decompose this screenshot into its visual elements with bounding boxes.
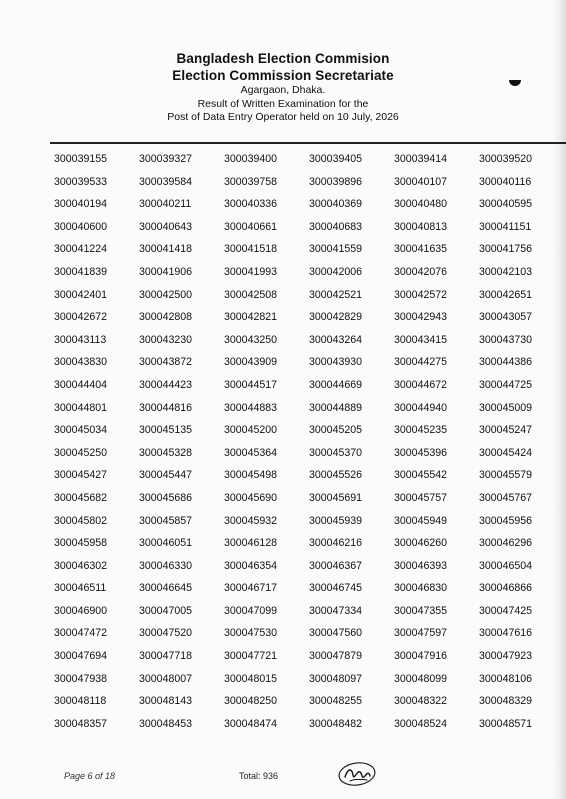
roll-number-cell: 300048118: [54, 695, 107, 708]
roll-number-cell: 300040595: [479, 198, 533, 211]
roll-number-cell: 300042401: [54, 288, 108, 301]
roll-number-cell: 300043057: [479, 311, 533, 324]
roll-number-cell: 300045427: [54, 469, 108, 482]
roll-number-cell: 300045802: [54, 514, 108, 527]
address-line: Agargaon, Dhaka.: [240, 84, 326, 96]
roll-number-cell: 300044275: [394, 356, 448, 369]
roll-number-cell: 300040369: [309, 198, 363, 211]
roll-number-cell: 300047694: [54, 650, 108, 663]
roll-number-cell: 300045542: [394, 469, 448, 482]
roll-number-cell: 300046354: [224, 559, 278, 572]
roll-number-cell: 300044889: [309, 401, 363, 414]
roll-number-cell: 300046367: [309, 559, 363, 572]
roll-number-cell: 300046866: [479, 582, 533, 595]
roll-number-cell: 300047923: [479, 650, 533, 663]
roll-number-cell: 300046128: [224, 537, 278, 550]
roll-number-cell: 300044517: [224, 378, 278, 391]
roll-number-cell: 300046051: [139, 537, 193, 550]
roll-number-cell: 300045200: [224, 424, 278, 437]
roll-number-cell: 300041906: [139, 265, 193, 278]
roll-number-cell: 300043250: [224, 333, 278, 346]
roll-number-cell: 300046900: [54, 604, 108, 617]
roll-number-cell: 300046330: [139, 559, 193, 572]
roll-number-cell: 300046717: [224, 582, 278, 595]
roll-number-cell: 300046302: [54, 559, 108, 572]
roll-number-cell: 300040643: [139, 220, 193, 233]
roll-number-cell: 300045009: [479, 401, 533, 414]
roll-number-cell: 300042572: [394, 288, 448, 301]
roll-number-cell: 300042006: [309, 265, 363, 278]
roll-number-cell: 300042500: [139, 288, 193, 301]
roll-number-cell: 300041559: [309, 243, 363, 256]
roll-number-cell: 300047520: [139, 627, 193, 640]
roll-number-cell: 300046216: [309, 537, 363, 550]
roll-number-cell: 300042508: [224, 288, 278, 301]
signature-mark: [336, 760, 378, 788]
roll-number-cell: 300044801: [54, 401, 108, 414]
roll-number-cell: 300043415: [394, 333, 448, 346]
roll-number-cell: 300048357: [54, 717, 108, 730]
roll-number-cell: 300047721: [224, 650, 278, 663]
roll-number-cell: 300042076: [394, 265, 448, 278]
roll-number-cell: 300048007: [139, 672, 193, 685]
roll-number-cell: 300044725: [479, 378, 533, 391]
total-count: Total: 936: [239, 771, 279, 781]
roll-number-cell: 300048482: [309, 717, 363, 730]
roll-number-cell: 300042651: [479, 288, 533, 301]
roll-number-cell: 300040336: [224, 198, 278, 211]
roll-number-cell: 300042103: [479, 265, 533, 278]
roll-number-cell: 300048322: [394, 695, 448, 708]
roll-number-cell: 300045958: [54, 537, 108, 550]
roll-number-cell: 300041756: [479, 243, 533, 256]
roll-number-cell: 300041151: [479, 220, 532, 233]
roll-number-cell: 300040480: [394, 198, 448, 211]
roll-number-cell: 300044423: [139, 378, 193, 391]
roll-number-cell: 300048097: [309, 672, 363, 685]
roll-number-cell: 300048015: [224, 672, 278, 685]
roll-number-cell: 300045364: [224, 446, 278, 459]
roll-number-cell: 300045691: [309, 491, 363, 504]
roll-number-cell: 300041635: [394, 243, 448, 256]
roll-number-cell: 300045682: [54, 491, 108, 504]
commission-title: Bangladesh Election Commision: [176, 51, 390, 66]
roll-number-cell: 300048571: [479, 717, 533, 730]
roll-number-cell: 300039400: [224, 153, 278, 165]
roll-number-cell: 300043113: [54, 333, 107, 346]
roll-number-cell: 300048143: [139, 695, 193, 708]
roll-number-cell: 300045767: [479, 491, 533, 504]
roll-number-cell: 300044816: [139, 401, 193, 414]
roll-number-cell: 300045757: [394, 491, 448, 504]
roll-number-cell: 300043930: [309, 356, 363, 369]
roll-number-cell: 300045235: [394, 424, 448, 437]
roll-number-cell: 300040194: [54, 198, 108, 211]
roll-number-cell: 300039405: [309, 153, 363, 165]
roll-number-cell: 300039896: [309, 175, 363, 188]
roll-number-cell: 300047718: [139, 650, 193, 663]
roll-number-cell: 300045328: [139, 446, 193, 459]
roll-number-cell: 300046296: [479, 537, 533, 550]
roll-number-cell: 300047005: [139, 604, 193, 617]
roll-number-cell: 300045686: [139, 491, 193, 504]
roll-number-cell: 300044404: [54, 378, 108, 391]
roll-number-cell: 300039327: [139, 153, 193, 165]
roll-number-cell: 300041518: [224, 243, 278, 256]
roll-number-cell: 300045370: [309, 446, 363, 459]
roll-number-cell: 300045424: [479, 446, 533, 459]
roll-number-cell: 300048250: [224, 695, 278, 708]
roll-number-cell: 300042808: [139, 311, 193, 324]
roll-number-cell: 300045579: [479, 469, 533, 482]
roll-number-cell: 300045205: [309, 424, 363, 437]
roll-number-cell: 300041993: [224, 265, 278, 278]
header-divider: [50, 142, 566, 144]
roll-number-cell: 300046504: [479, 559, 533, 572]
roll-number-cell: 300048106: [479, 672, 533, 685]
roll-number-cell: 300045498: [224, 469, 278, 482]
roll-number-cell: 300044940: [394, 401, 448, 414]
roll-number-cell: 300045857: [139, 514, 193, 527]
roll-number-cell: 300045526: [309, 469, 363, 482]
roll-number-cell: 300047472: [54, 627, 108, 640]
roll-number-cell: 300039584: [139, 175, 193, 188]
roll-number-cell: 300039533: [54, 175, 108, 188]
roll-number-cell: 300040116: [479, 175, 532, 188]
roll-number-cell: 300046745: [309, 582, 363, 595]
secretariate-title: Election Commission Secretariate: [172, 68, 394, 83]
roll-number-cell: 300045939: [309, 514, 363, 527]
roll-number-cell: 300048524: [394, 717, 448, 730]
roll-number-cell: 300047334: [309, 604, 363, 617]
roll-number-cell: 300043230: [139, 333, 193, 346]
roll-number-cell: 300045396: [394, 446, 448, 459]
roll-number-cell: 300045247: [479, 424, 533, 437]
roll-number-cell: 300045135: [139, 424, 193, 437]
roll-number-cell: 300044386: [479, 356, 533, 369]
roll-number-table: [50, 148, 560, 735]
roll-number-cell: 300045956: [479, 514, 533, 527]
roll-number-cell: 300045690: [224, 491, 278, 504]
roll-number-cell: 300048474: [224, 717, 278, 730]
roll-number-cell: 300048329: [479, 695, 533, 708]
roll-number-cell: 300042829: [309, 311, 363, 324]
roll-number-cell: 300046645: [139, 582, 193, 595]
post-line: Post of Data Entry Operator held on 10 July, 2026: [167, 111, 399, 123]
roll-number-cell: 300046393: [394, 559, 448, 572]
roll-number-cell: 300042943: [394, 311, 448, 324]
roll-number-cell: 300041418: [139, 243, 193, 256]
roll-number-cell: 300047560: [309, 627, 363, 640]
roll-number-cell: 300046511: [54, 582, 107, 595]
roll-number-cell: 300040661: [224, 220, 278, 233]
roll-number-cell: 300040813: [394, 220, 448, 233]
roll-number-cell: 300041224: [54, 243, 108, 256]
roll-number-cell: 300039758: [224, 175, 278, 188]
roll-number-cell: 300045447: [139, 469, 193, 482]
roll-number-cell: 300043730: [479, 333, 533, 346]
result-line: Result of Written Examination for the: [197, 97, 369, 110]
roll-number-cell: 300044672: [394, 378, 448, 391]
roll-number-cell: 300042672: [54, 311, 108, 324]
roll-number-cell: 300042821: [224, 311, 278, 324]
roll-number-cell: 300047425: [479, 604, 533, 617]
roll-number-cell: 300047879: [309, 650, 363, 663]
roll-number-cell: 300039155: [54, 153, 108, 165]
roll-number-cell: 300046830: [394, 582, 448, 595]
roll-number-cell: 300045949: [394, 514, 448, 527]
roll-number-cell: 300045932: [224, 514, 278, 527]
page-number: Page 6 of 18: [64, 771, 116, 781]
roll-number-cell: 300048099: [394, 672, 448, 685]
roll-number-cell: 300047597: [394, 627, 448, 640]
roll-number-cell: 300043909: [224, 356, 278, 369]
roll-number-cell: 300047355: [394, 604, 448, 617]
roll-number-cell: 300043264: [309, 333, 363, 346]
roll-number-cell: 300040600: [54, 220, 108, 233]
roll-number-cell: 300040211: [139, 198, 192, 211]
roll-number-cell: 300047530: [224, 627, 278, 640]
document-header: [0, 50, 566, 125]
roll-number-cell: 300048453: [139, 717, 193, 730]
roll-number-cell: 300046260: [394, 537, 448, 550]
roll-number-cell: 300039520: [479, 153, 533, 165]
roll-number-cell: 300044883: [224, 401, 278, 414]
roll-number-cell: 300040107: [394, 175, 448, 188]
roll-number-cell: 300048255: [309, 695, 363, 708]
roll-number-cell: 300043872: [139, 356, 193, 369]
roll-number-cell: 300045034: [54, 424, 108, 437]
roll-number-cell: 300045250: [54, 446, 108, 459]
roll-number-cell: 300047616: [479, 627, 533, 640]
roll-number-cell: 300044669: [309, 378, 363, 391]
roll-number-cell: 300043830: [54, 356, 108, 369]
roll-number-cell: 300039414: [394, 153, 448, 165]
roll-number-cell: 300047938: [54, 672, 108, 685]
roll-number-cell: 300047099: [224, 604, 278, 617]
roll-number-cell: 300042521: [309, 288, 363, 301]
roll-number-cell: 300040683: [309, 220, 363, 233]
roll-number-cell: 300041839: [54, 265, 108, 278]
roll-number-cell: 300047916: [394, 650, 448, 663]
